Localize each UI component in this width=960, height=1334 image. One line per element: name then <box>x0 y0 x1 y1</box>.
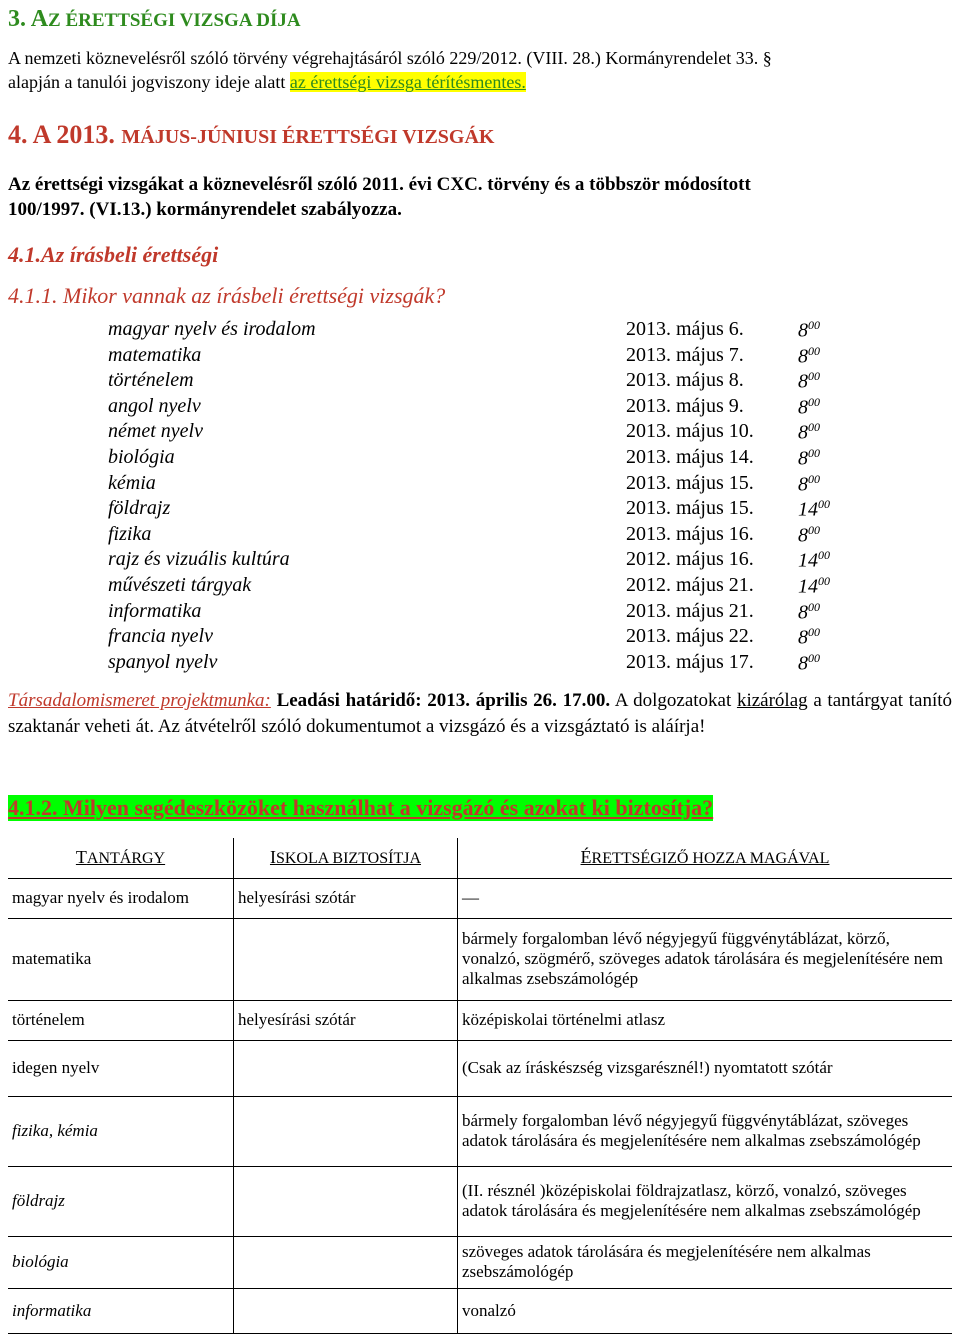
header-school-rest: SKOLA BIZTOSÍTJA <box>275 850 422 868</box>
exam-hour: 8 <box>798 626 808 649</box>
exam-minute: 00 <box>808 522 820 537</box>
exam-row <box>108 574 868 600</box>
tool-subject: idegen nyelv <box>12 1058 100 1077</box>
exam-minute: 00 <box>808 318 820 332</box>
exam-hour: 8 <box>798 370 808 393</box>
tool-school <box>234 1096 458 1166</box>
header-subject <box>8 838 234 878</box>
fee-paragraph-line1: A nemzeti köznevelésről szóló törvény végrehajtásáról szóló 229/2012. (VIII. 28.) Kormányrendelet 33. § <box>8 48 772 68</box>
tool-subject: informatika <box>12 1300 92 1320</box>
exam-subject: biológia <box>108 445 175 468</box>
exam-date: 2013. május 8. <box>626 369 744 392</box>
table-row <box>8 1000 952 1040</box>
exam-date: 2013. május 7. <box>626 343 744 366</box>
exam-time <box>798 318 820 343</box>
section-411-heading: 4.1.1. Mikor vannak az írásbeli érettségi vizsgák? <box>8 283 446 308</box>
section-4-number: 4. A 2013. <box>8 120 122 149</box>
exam-date: 2013. május 17. <box>626 650 754 673</box>
exam-row <box>108 446 868 472</box>
tool-student: bármely forgalomban lévő négyjegyű függvénytáblázat, körző, vonalzó, szögmérő, szöveges adatok tárolására és megjelenítésére nem alkalmas zsebszámológép <box>458 918 953 1000</box>
header-school-first: I <box>269 847 276 868</box>
tool-subject: fizika, kémia <box>12 1121 98 1140</box>
exam-time <box>798 395 820 420</box>
exam-minute: 00 <box>818 548 830 563</box>
exam-row <box>108 420 868 446</box>
exam-hour: 8 <box>798 524 808 547</box>
section-41-heading: 4.1.Az írásbeli érettségi <box>8 242 219 267</box>
exam-time <box>798 420 820 445</box>
tool-student: — <box>458 878 953 918</box>
regulation-line2: 100/1997. (VI.13.) kormányrendelet szabályozza. <box>8 199 402 220</box>
tool-school <box>234 1236 458 1288</box>
exam-row <box>108 318 868 344</box>
tool-subject: földrajz <box>12 1191 65 1210</box>
table-row <box>8 1288 952 1333</box>
tools-table <box>8 838 952 1334</box>
exam-row <box>108 472 868 498</box>
exam-hour: 14 <box>798 575 818 598</box>
exam-date: 2013. május 21. <box>626 599 754 622</box>
tool-subject: biológia <box>12 1252 69 1271</box>
regulation-line1: Az érettségi vizsgákat a köznevelésről szóló 2011. évi CXC. törvény és a többször módosított <box>8 174 751 195</box>
section-3-title-first: A <box>30 6 49 32</box>
tool-student: bármely forgalomban lévő négyjegyű függvénytáblázat, szöveges adatok tárolására és megjelenítésére nem alkalmas zsebszámológép <box>458 1096 953 1166</box>
tool-student: (II. résznél )középiskolai földrajzatlasz, körző, vonalzó, szöveges adatok tárolására és megjelenítésére nem alkalmas zsebszámológép <box>458 1166 953 1236</box>
section-4-heading <box>8 120 494 150</box>
exam-subject: matematika <box>108 343 202 366</box>
tool-school <box>234 918 458 1000</box>
exam-subject: fizika <box>108 522 152 545</box>
tool-student: (Csak az íráskészség vizsgarésznél!) nyomtatott szótár <box>458 1040 953 1096</box>
exam-subject: magyar nyelv és irodalom <box>108 318 316 340</box>
exam-time <box>798 625 820 650</box>
exam-hour: 8 <box>798 396 808 419</box>
exam-time <box>798 446 820 471</box>
tool-school: helyesírási szótár <box>234 1000 458 1040</box>
exam-minute: 00 <box>808 394 820 409</box>
exam-hour: 8 <box>798 447 808 470</box>
exam-minute: 00 <box>818 573 830 588</box>
exam-row <box>108 523 868 549</box>
exam-date: 2013. május 22. <box>626 625 754 648</box>
exam-time <box>798 497 830 522</box>
project-text-a: A dolgozatokat <box>614 690 737 711</box>
exam-time <box>798 548 830 573</box>
exam-subject: informatika <box>108 599 202 622</box>
exam-minute: 00 <box>808 599 820 614</box>
exam-hour: 14 <box>798 498 818 521</box>
tool-school <box>234 1166 458 1236</box>
exam-row <box>108 344 868 370</box>
exam-date: 2012. május 16. <box>626 548 754 571</box>
exam-minute: 00 <box>818 497 830 512</box>
exam-hour: 8 <box>798 473 808 496</box>
project-text-b: a tantárgyat tanító szaktanár veheti át. Az átvételről szóló dokumentumot a vizsgázó és a vizsgáztató is aláírja! <box>8 690 953 737</box>
exam-subject: spanyol nyelv <box>108 650 218 673</box>
tool-school: helyesírási szótár <box>234 878 458 918</box>
exam-minute: 00 <box>808 445 820 460</box>
exam-row <box>108 395 868 421</box>
exam-subject: francia nyelv <box>108 625 213 648</box>
exam-minute: 00 <box>808 343 820 358</box>
project-text-underline: kizárólag <box>736 690 808 711</box>
exam-hour: 8 <box>798 319 808 342</box>
exam-hour: 8 <box>798 422 808 445</box>
exam-subject: rajz és vizuális kultúra <box>108 548 290 571</box>
exam-hour: 8 <box>798 345 808 368</box>
project-label: Társadalomismeret projektmunka: <box>8 690 271 711</box>
tool-student: szöveges adatok tárolására és megjelenítésére nem alkalmas zsebszámológép <box>458 1236 953 1288</box>
exam-subject: német nyelv <box>108 420 203 443</box>
exam-row <box>108 369 868 395</box>
project-paragraph <box>8 688 952 740</box>
tool-subject: matematika <box>12 949 92 968</box>
fee-paragraph-line2 <box>8 70 526 94</box>
tools-table-header <box>8 838 952 878</box>
fee-paragraph-text: alapján a tanulói jogviszony ideje alatt <box>8 72 290 92</box>
exam-subject: kémia <box>108 471 156 494</box>
tool-subject: történelem <box>12 1010 85 1029</box>
section-412-heading: 4.1.2. Milyen segédeszközöket használhat a vizsgázó és azokat ki biztosítja? <box>8 795 714 820</box>
exam-hour: 8 <box>798 601 808 624</box>
exam-date: 2013. május 16. <box>626 522 754 545</box>
header-student <box>458 838 953 878</box>
exam-minute: 00 <box>808 625 820 640</box>
exam-subject: történelem <box>108 369 194 392</box>
exam-row <box>108 625 868 651</box>
header-subject-rest: ANTÁRGY <box>86 850 166 868</box>
exam-subject: angol nyelv <box>108 394 201 417</box>
exam-date: 2013. május 15. <box>626 471 754 494</box>
table-row <box>8 1236 952 1288</box>
exam-time <box>798 574 830 599</box>
regulation-paragraph <box>8 172 948 222</box>
exam-subject: művészeti tárgyak <box>108 573 252 596</box>
table-row <box>8 918 952 1000</box>
exam-minute: 00 <box>808 369 820 384</box>
table-row <box>8 1096 952 1166</box>
exam-date: 2013. május 9. <box>626 394 744 417</box>
tool-student: középiskolai történelmi atlasz <box>458 1000 953 1040</box>
section-3-number: 3. <box>8 6 26 32</box>
exam-subject: földrajz <box>108 497 171 520</box>
exam-schedule <box>108 318 868 676</box>
header-student-first: É <box>580 847 592 868</box>
tool-student: vonalzó <box>458 1288 953 1333</box>
table-row <box>8 1166 952 1236</box>
section-3-heading <box>8 6 301 33</box>
table-row <box>8 878 952 918</box>
section-4-title: MÁJUS-JÚNIUSI ÉRETTSÉGI VIZSGÁK <box>121 126 495 148</box>
section-3-title-rest: Z ÉRETTSÉGI VIZSGA DÍJA <box>48 10 301 31</box>
exam-hour: 14 <box>798 550 818 572</box>
exam-time <box>798 600 820 625</box>
exam-date: 2013. május 10. <box>626 420 754 443</box>
tool-school <box>234 1040 458 1096</box>
table-row <box>8 1040 952 1096</box>
header-subject-first: T <box>75 847 87 868</box>
exam-row <box>108 651 868 677</box>
exam-minute: 00 <box>808 420 820 435</box>
exam-hour: 8 <box>798 652 808 675</box>
exam-date: 2013. május 14. <box>626 445 754 468</box>
exam-time <box>798 369 820 394</box>
exam-row <box>108 600 868 626</box>
tool-school <box>234 1288 458 1333</box>
header-student-rest: RETTSÉGIZŐ HOZZA MAGÁVAL <box>591 850 830 868</box>
tool-subject: magyar nyelv és irodalom <box>12 888 190 907</box>
exam-time <box>798 344 820 369</box>
exam-time <box>798 651 820 676</box>
exam-date: 2013. május 6. <box>626 318 744 340</box>
header-school <box>234 838 458 878</box>
exam-row <box>108 497 868 523</box>
exam-row <box>108 548 868 574</box>
exam-date: 2013. május 15. <box>626 497 754 520</box>
exam-minute: 00 <box>808 471 820 486</box>
exam-date: 2012. május 21. <box>626 573 754 596</box>
exam-time <box>798 472 820 497</box>
exam-time <box>798 523 820 548</box>
project-deadline: Leadási határidő: 2013. április 26. 17.00. <box>276 690 611 711</box>
exam-minute: 00 <box>808 650 820 665</box>
fee-free-highlight: az érettségi vizsga térítésmentes. <box>289 72 526 92</box>
